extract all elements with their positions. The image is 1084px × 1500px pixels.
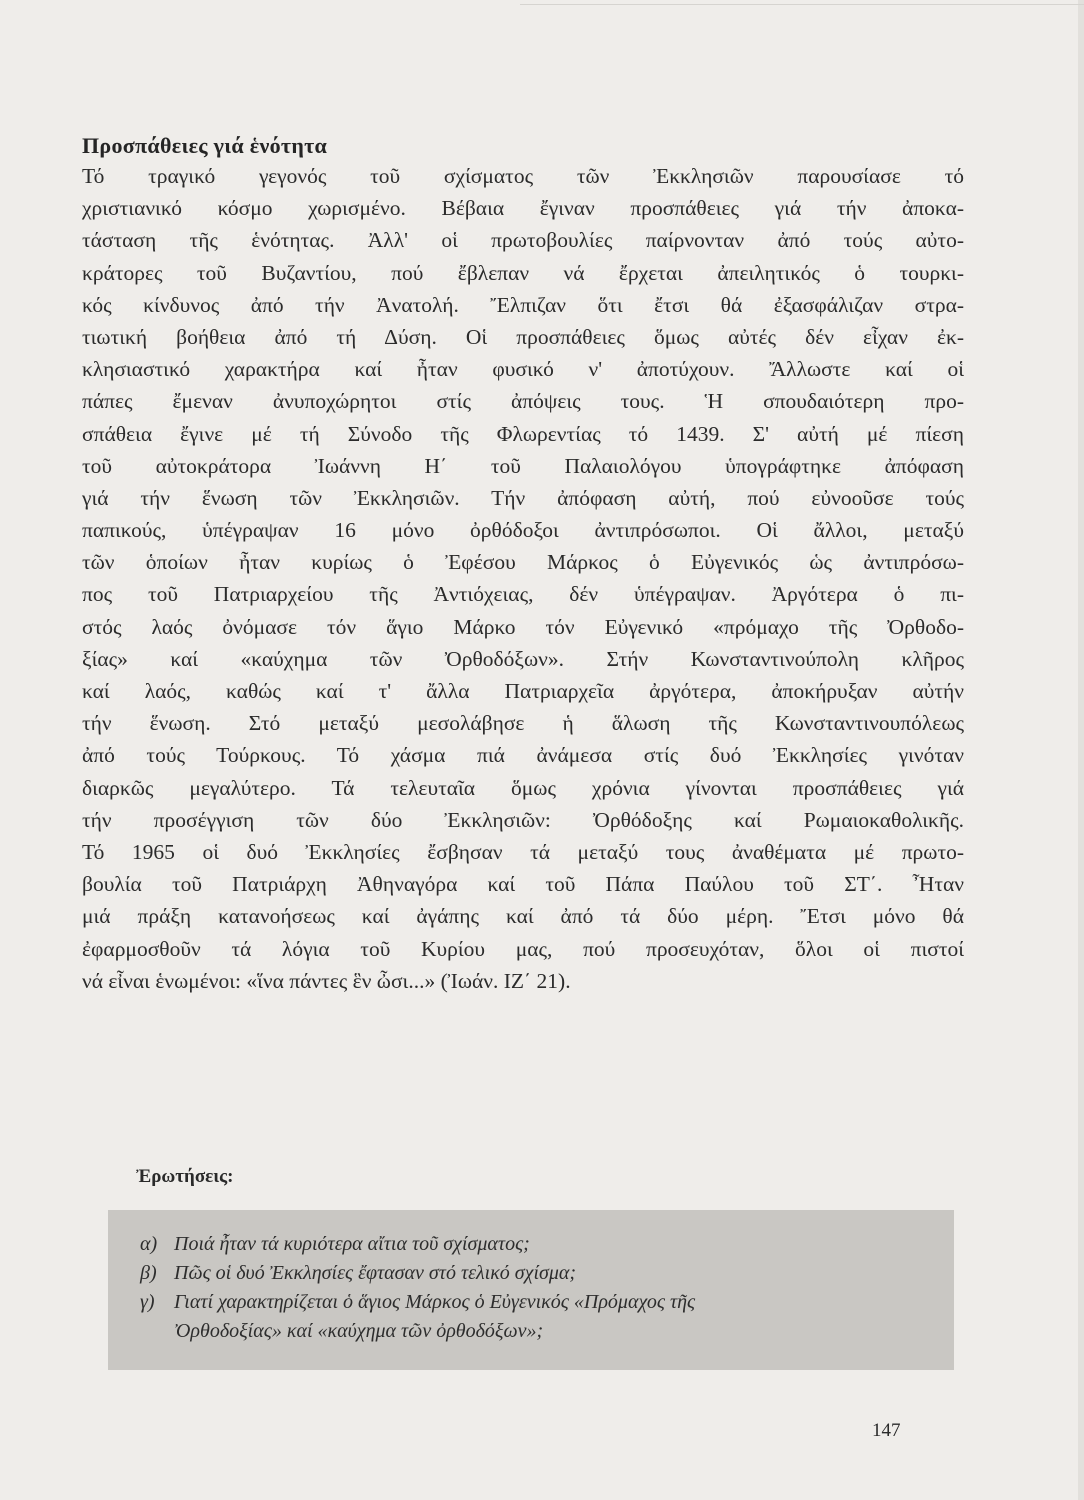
question-text: Ποιά ἦταν τά κυριότερα αἴτια τοῦ σχίσματος;	[174, 1233, 530, 1255]
text-line: κράτορες τοῦ Βυζαντίου, πού ἔβλεπαν νά ἔρχεται ἀπειλητικός ὁ τουρκι-	[82, 260, 964, 285]
question-text: Γιατί χαρακτηρίζεται ὁ ἅγιος Μάρκος ὁ Εὐγενικός «Πρόμαχος τῆς	[174, 1291, 696, 1313]
questions-heading: Ἐρωτήσεις:	[136, 1166, 234, 1187]
text-line: τήν προσέγγιση τῶν δύο Ἐκκλησιῶν: Ὀρθόδοξης καί Ρωμαιοκαθολικῆς.	[82, 807, 964, 832]
text-line: μιά πράξη κατανοήσεως καί ἀγάπης καί ἀπό τά δύο μέρη. Ἔτσι μόνο θά	[82, 904, 964, 929]
text-line: γιά τήν ἕνωση τῶν Ἐκκλησιῶν. Τήν ἀπόφαση αὐτή, πού εὐνοοῦσε τούς	[82, 485, 964, 510]
text-line: χριστιανικό κόσμο χωρισμένο. Βέβαια ἔγιναν προσπάθειες γιά τήν ἀποκα-	[82, 196, 964, 221]
text-line: καί λαός, καθώς καί τ' ἄλλα Πατριαρχεῖα ἀργότερα, ἀποκήρυξαν αὐτήν	[82, 679, 964, 703]
text-line: ξίας» καί «καύχημα τῶν Ὀρθοδόξων». Στήν Κωνσταντινούπολη κλῆρος	[82, 646, 964, 671]
text-line-last: νά εἶναι ἑνωμένοι: «ἵνα πάντες ἓν ὦσι...» (Ἰωάν. ΙΖ΄ 21).	[82, 968, 571, 993]
text-line: Τό τραγικό γεγονός τοῦ σχίσματος τῶν Ἐκκλησιῶν παρουσίασε τό	[82, 164, 964, 188]
text-line: σπάθεια ἔγινε μέ τή Σύνοδο τῆς Φλωρεντίας τό 1439. Σ' αὐτή μέ πίεση	[82, 421, 964, 446]
text-line: τήν ἕνωση. Στό μεταξύ μεσολάβησε ἡ ἅλωση τῆς Κωνσταντινουπόλεως	[82, 711, 964, 736]
question-item	[140, 1230, 940, 1259]
text-line: πος τοῦ Πατριαρχείου τῆς Ἀντιόχειας, δέν ὑπέγραψαν. Ἀργότερα ὁ πι-	[82, 582, 964, 607]
text-line: κός κίνδυνος ἀπό τήν Ἀνατολή. Ἔλπιζαν ὅτι ἔτσι θά ἐξασφάλιζαν στρα-	[82, 292, 964, 317]
body-text	[82, 160, 964, 997]
section-heading: Προσπάθειες γιά ἑνότητα	[82, 133, 328, 158]
text-line: τάσταση τῆς ἑνότητας. Ἀλλ' οἱ πρωτοβουλίες παίρνονταν ἀπό τούς αὐτο-	[82, 228, 964, 253]
text-line: τῶν ὁποίων ἦταν κυρίως ὁ Ἐφέσου Μάρκος ὁ Εὐγενικός ὡς ἀντιπρόσω-	[82, 550, 964, 575]
top-rule	[520, 4, 1084, 5]
text-line: στός λαός ὀνόμασε τόν ἅγιο Μάρκο τόν Εὐγενικό «πρόμαχο τῆς Ὀρθοδο-	[82, 614, 964, 639]
text-line: τιωτική βοήθεια ἀπό τή Δύση. Οἱ προσπάθειες ὅμως αὐτές δέν εἶχαν ἐκ-	[82, 324, 964, 349]
question-text: Πῶς οἱ δυό Ἐκκλησίες ἔφτασαν στό τελικό σχίσμα;	[174, 1262, 577, 1284]
text-line: βουλία τοῦ Πατριάρχη Ἀθηναγόρα καί τοῦ Πάπα Παύλου τοῦ ΣΤ΄. Ἦταν	[82, 872, 964, 897]
question-item	[140, 1259, 940, 1288]
text-line: κλησιαστικό χαρακτήρα καί ἦταν φυσικό ν' ἀποτύχουν. Ἄλλωστε καί οἱ	[82, 357, 964, 382]
text-line: πάπες ἔμεναν ἀνυποχώρητοι στίς ἀπόψεις τους. Ἡ σπουδαιότερη προ-	[82, 389, 964, 414]
text-line: διαρκῶς μεγαλύτερο. Τά τελευταῖα ὅμως χρόνια γίνονται προσπάθειες γιά	[82, 775, 964, 800]
question-marker: γ)	[140, 1291, 155, 1313]
question-marker: β)	[140, 1262, 157, 1284]
text-line: ἀπό τούς Τούρκους. Τό χάσμα πιά ἀνάμεσα στίς δυό Ἐκκλησίες γινόταν	[82, 743, 964, 768]
text-line: ἐφαρμοσθοῦν τά λόγια τοῦ Κυρίου μας, πού προσευχόταν, ὅλοι οἱ πιστοί	[82, 936, 964, 961]
page-number: 147	[872, 1420, 901, 1441]
question-marker: α)	[140, 1233, 158, 1255]
question-continuation: Ὀρθοδοξίας» καί «καύχημα τῶν ὀρθοδόξων»;	[174, 1320, 544, 1342]
page-edge	[1078, 0, 1084, 1500]
text-line: τοῦ αὐτοκράτορα Ἰωάννη Η΄ τοῦ Παλαιολόγου ὑπογράφτηκε ἀπόφαση	[82, 453, 964, 478]
questions-list	[140, 1230, 940, 1346]
question-item	[140, 1288, 940, 1317]
text-line: παπικούς, ὑπέγραψαν 16 μόνο ὀρθόδοξοι ἀντιπρόσωποι. Οἱ ἄλλοι, μεταξύ	[82, 518, 964, 543]
text-line: Τό 1965 οἱ δυό Ἐκκλησίες ἔσβησαν τά μεταξύ τους ἀναθέματα μέ πρωτο-	[82, 839, 964, 864]
